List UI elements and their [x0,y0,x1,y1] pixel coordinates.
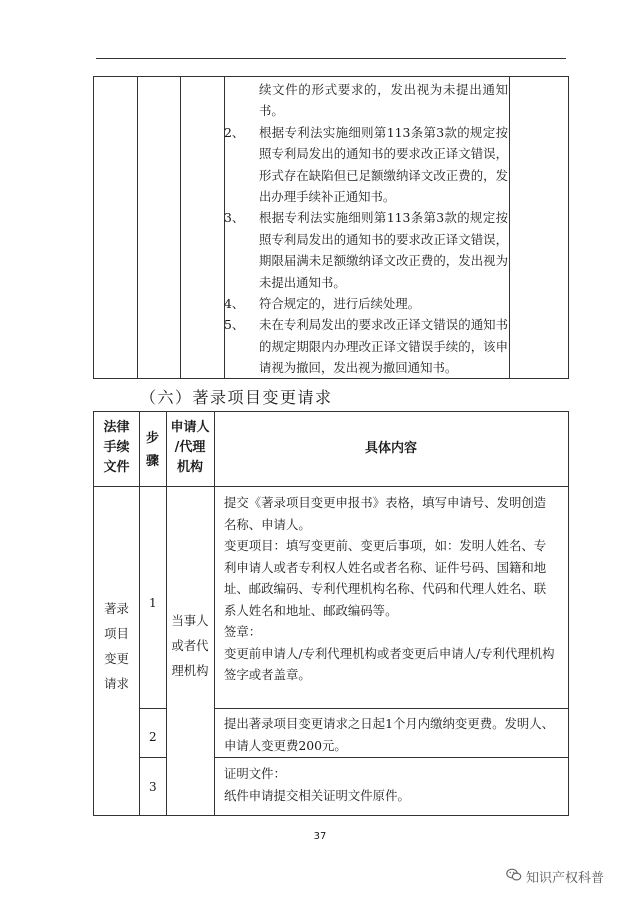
step-content: 证明文件： 纸件申请提交相关证明文件原件。 [224,766,410,803]
item-text: 符合规定的，进行后续处理。 [259,296,421,312]
list-item [224,293,508,314]
header-rule [96,58,566,59]
column-divider [214,412,215,815]
page-number: 37 [313,831,327,842]
step-number: 3 [149,780,157,794]
agent-value: 当事人 或者代 理机构 [171,613,209,678]
step-number: 2 [149,730,157,744]
item-text: 未在专利局发出的要求改正译文错误的通知书的规定期限内办理改正译文错误手续的，该申请视为撤回，发出视为撤回通知书。 [259,317,508,376]
item-number: 5、 [224,317,245,333]
row-divider [214,708,568,709]
step-content: 提出著录项目变更请求之日起1个月内缴纳变更费。发明人、申请人变更费200元。 [224,716,555,753]
list-item [224,207,508,293]
item-number: 2、 [224,124,245,140]
watermark-text: 知识产权科普 [526,871,605,886]
step-content: 提交《著录项目变更申报书》表格，填写申请号、发明创造名称、申请人。 变更项目：填写变更前、变更后事项，如：发明人姓名、专利申请人或者专利权人姓名或者名称、证件号码、国籍和地址、邮政编码、专利代理机构名称、代码和代理人姓名、联系人姓名和地址、邮政编码等。 签章： 变更前申请人/专利代理机构或者变更后申请人/专利代理机构签字或者盖章。 [224,495,555,682]
row-divider [214,757,568,758]
column-divider [137,77,138,378]
item-text: 根据专利法实施细则第113条第3款的规定按照专利局发出的通知书的要求改正译文错误，期限届满未足额缴纳译文改正费的，发出视为未提出通知书。 [259,210,508,290]
wechat-icon [506,868,522,886]
procedure-table [93,411,569,816]
header-step: 步 骤 [145,431,159,469]
continuation-table [93,76,569,379]
item-number: 4、 [224,296,245,312]
section-title: （六）著录项目变更请求 [140,388,333,407]
item-text: 根据专利法实施细则第113条第3款的规定按照专利局发出的通知书的要求改正译文错误，形式存在缺陷但已足额缴纳译文改正费的，发出办理手续补正通知书。 [259,124,508,205]
list-item [224,314,508,378]
header-agent: 申请人 /代理 机构 [170,420,210,475]
item-number: 3、 [224,210,245,226]
header-doc: 法律 手续 文件 [103,420,130,475]
item-text: 续文件的形式要求的，发出视为未提出通知书。 [259,82,508,119]
row-divider [139,708,166,709]
list-item [224,79,508,122]
step-number: 1 [149,596,157,610]
doc-name: 著录 项目 变更 请求 [104,601,129,691]
header-content: 具体内容 [364,441,417,456]
column-divider [180,77,181,378]
watermark [506,867,604,886]
list-item [224,122,508,208]
row-divider [139,757,166,758]
column-divider [509,77,510,378]
continuation-content [224,79,508,379]
row-divider [94,486,568,487]
